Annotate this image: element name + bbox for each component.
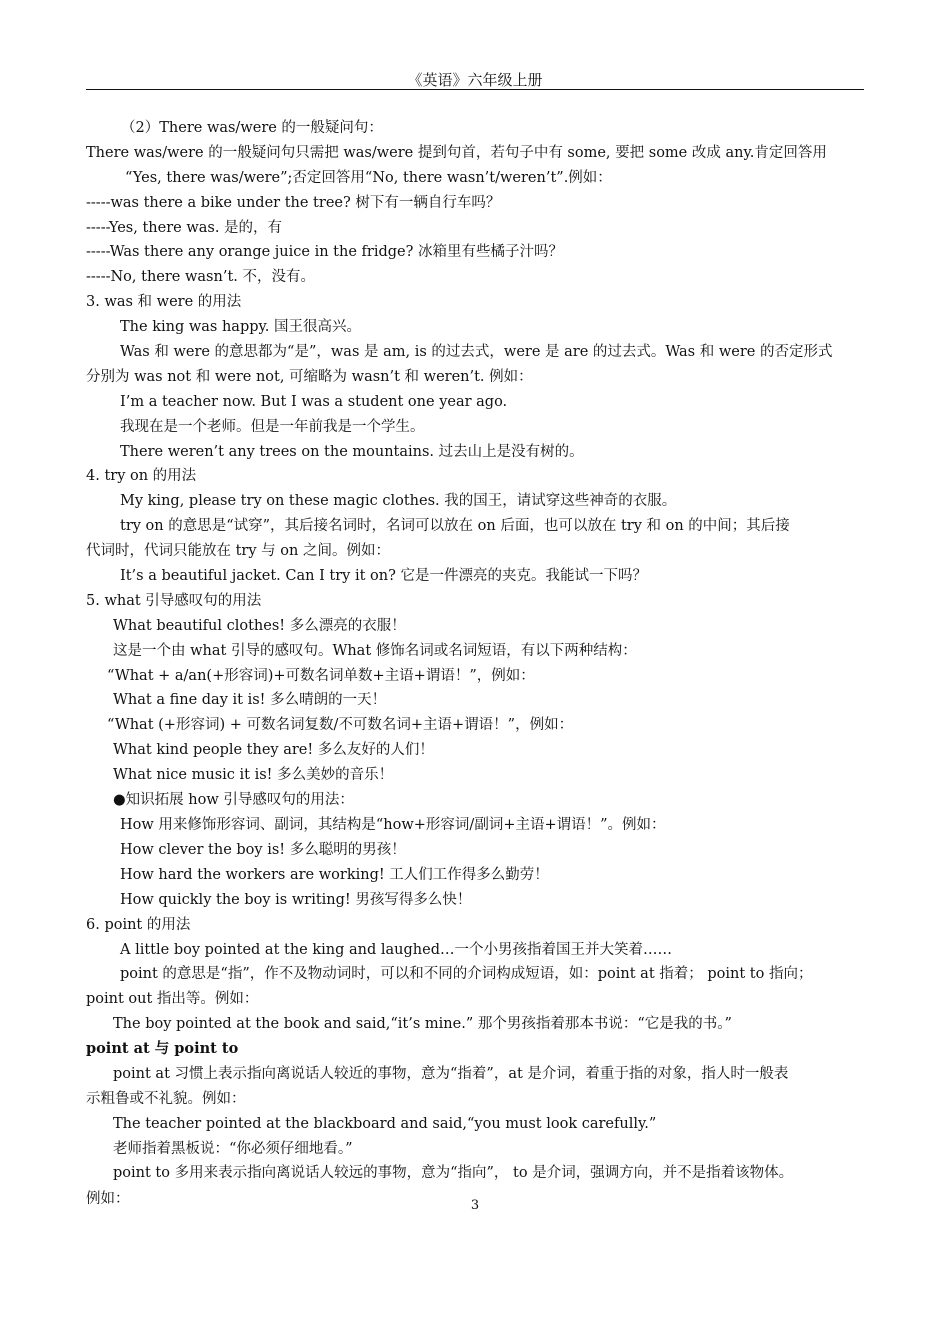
text-line: 分别为 was not 和 were not, 可缩略为 wasn’t 和 weren’t. 例如： (86, 369, 533, 385)
text-line: The king was happy. 国王很高兴。 (120, 319, 361, 335)
text-line: There weren’t any trees on the mountains. 过去山上是没有树的。 (120, 444, 584, 460)
text-line: point 的意思是“指”，作不及物动词时，可以和不同的介词构成短语，如：point at 指着； point to 指向； (120, 966, 813, 982)
text-line: -----Was there any orange juice in the fridge? 冰箱里有些橘子汁吗？ (86, 244, 563, 260)
text-line: The teacher pointed at the blackboard and said,“you must look carefully.” (113, 1116, 657, 1132)
text-line: 我现在是一个老师。但是一年前我是一个学生。 (120, 419, 425, 435)
text-line: 这是一个由 what 引导的感叹句。What 修饰名词或名词短语，有以下两种结构： (113, 643, 637, 659)
text-line: 示粗鲁或不礼貌。例如： (86, 1091, 246, 1107)
text-line: 6. point 的用法 (86, 917, 191, 933)
text-line: -----No, there wasn’t. 不，没有。 (86, 269, 315, 285)
text-line: point at 习惯上表示指向离说话人较近的事物，意为“指着”，at 是介词，着重于指的对象，指人时一般表 (113, 1066, 789, 1082)
text-line: -----Yes, there was. 是的，有 (86, 220, 283, 236)
text-line: 代词时，代词只能放在 try 与 on 之间。例如： (86, 543, 390, 559)
text-line: What nice music it is! 多么美妙的音乐！ (113, 767, 394, 783)
text-line: There was/were 的一般疑问句只需把 was/were 提到句首，若句子中有 some, 要把 some 改成 any.肯定回答用 (86, 145, 827, 161)
text-line: 4. try on 的用法 (86, 468, 197, 484)
text-line: try on 的意思是“试穿”，其后接名词时，名词可以放在 on 后面，也可以放在 try 和 on 的中间；其后接 (120, 518, 790, 534)
text-line: ●知识拓展 how 引导感叹句的用法： (113, 792, 354, 808)
text-line: （2）There was/were 的一般疑问句： (121, 120, 383, 136)
text-line: 例如： (86, 1191, 130, 1207)
header-rule (86, 89, 864, 90)
text-line: What kind people they are! 多么友好的人们！ (113, 742, 434, 758)
text-line: “Yes, there was/were”;否定回答用“No, there wasn’t/weren’t”.例如： (125, 170, 612, 186)
text-line: point at 与 point to (86, 1040, 239, 1057)
text-line: -----was there a bike under the tree? 树下有一辆自行车吗？ (86, 195, 501, 211)
text-line: 3. was 和 were 的用法 (86, 294, 242, 310)
text-line: 老师指着黑板说：“你必须仔细地看。” (113, 1141, 353, 1157)
text-line: How 用来修饰形容词、副词，其结构是“how+形容词/副词+主语+谓语！”。例如： (120, 817, 666, 833)
text-line: Was 和 were 的意思都为“是”，was 是 am, is 的过去式，were 是 are 的过去式。Was 和 were 的否定形式 (120, 344, 833, 360)
text-line: My king, please try on these magic clothes. 我的国王，请试穿这些神奇的衣服。 (120, 493, 677, 509)
page-header-title: 《英语》六年级上册 (407, 71, 543, 89)
text-line: The boy pointed at the book and said,“it’s mine.” 那个男孩指着那本书说：“它是我的书。” (113, 1016, 732, 1032)
text-line: How hard the workers are working! 工人们工作得多么勤劳！ (120, 867, 549, 883)
text-line: “What + a/an(+形容词)+可数名词单数+主语+谓语！”，例如： (107, 668, 535, 684)
page-number: 3 (470, 1198, 480, 1213)
text-line: “What (+形容词) + 可数名词复数/不可数名词+主语+谓语！”，例如： (107, 717, 574, 733)
text-line: How quickly the boy is writing! 男孩写得多么快！ (120, 892, 472, 908)
text-line: How clever the boy is! 多么聪明的男孩！ (120, 842, 406, 858)
text-line: What beautiful clothes! 多么漂亮的衣服！ (113, 618, 406, 634)
text-line: A little boy pointed at the king and laughed…一个小男孩指着国王并大笑着…… (120, 942, 673, 958)
text-line: point to 多用来表示指向离说话人较远的事物，意为“指向”， to 是介词，强调方向，并不是指着该物体。 (113, 1165, 794, 1181)
text-line: 5. what 引导感叹句的用法 (86, 593, 262, 609)
text-line: point out 指出等。例如： (86, 991, 259, 1007)
text-line: It’s a beautiful jacket. Can I try it on? 它是一件漂亮的夹克。我能试一下吗？ (120, 568, 648, 584)
text-line: What a fine day it is! 多么晴朗的一天！ (113, 692, 387, 708)
text-line: I’m a teacher now. But I was a student one year ago. (120, 394, 508, 410)
